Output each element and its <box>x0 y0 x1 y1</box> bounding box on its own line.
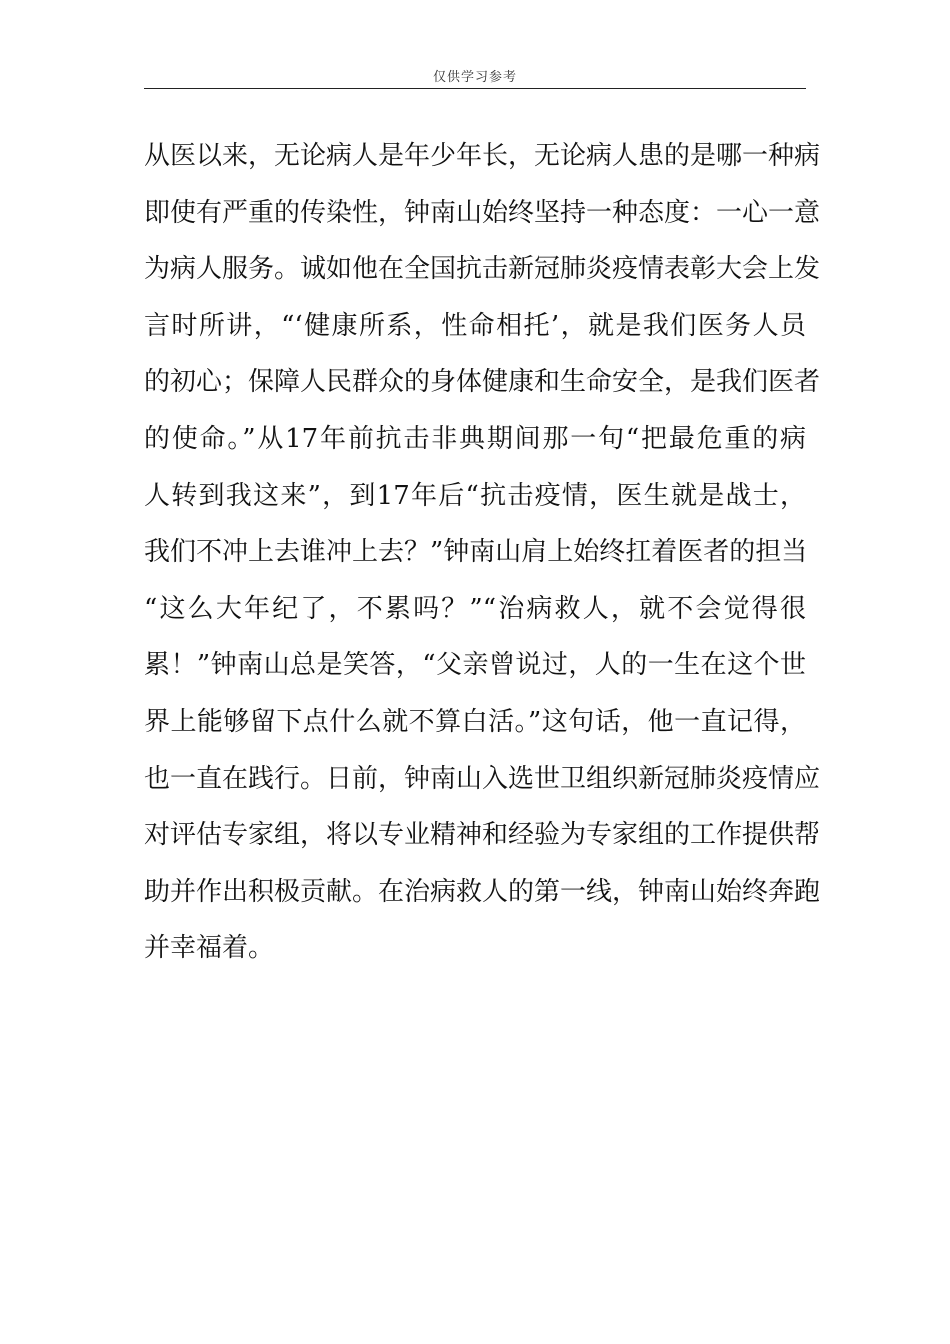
text-line: 累！”钟南山总是笑答，“父亲曾说过，人的一生在这个世 <box>144 650 806 681</box>
text-line: 为病人服务。诚如他在全国抗击新冠肺炎疫情表彰大会上发 <box>144 254 821 285</box>
text-line: 从医以来，无论病人是年少年长，无论病人患的是哪一种病 <box>144 141 821 171</box>
text-line: 我们不冲上去谁冲上去？”钟南山肩上始终扛着医者的担当 <box>144 537 808 568</box>
body-paragraph <box>144 132 821 981</box>
text-line: “这么大年纪了，不累吗？”“治病救人，就不会觉得很 <box>144 593 806 624</box>
text-line: 界上能够留下点什么就不算白活。”这句话，他一直记得， <box>144 706 806 737</box>
text-line: 的初心；保障人民群众的身体健康和生命安全，是我们医者 <box>144 367 821 398</box>
text-line: 对评估专家组，将以专业精神和经验为专家组的工作提供帮 <box>144 820 821 851</box>
text-line: 人转到我这来”，到17年后“抗击疫情，医生就是战士， <box>144 480 806 511</box>
text-line: 言时所讲，“‘健康所系，性命相托’，就是我们医务人员 <box>144 310 806 341</box>
text-line: 的使命。”从17年前抗击非典期间那一句“把最危重的病 <box>144 423 806 454</box>
header-text: 仅供学习参考 <box>432 70 517 85</box>
page-header <box>144 66 806 89</box>
text-line: 并幸福着。 <box>144 933 275 964</box>
text-line: 即使有严重的传染性，钟南山始终坚持一种态度：一心一意 <box>144 197 821 228</box>
text-line: 助并作出积极贡献。在治病救人的第一线，钟南山始终奔跑 <box>144 876 821 907</box>
text-line: 也一直在践行。日前，钟南山入选世卫组织新冠肺炎疫情应 <box>144 763 821 794</box>
